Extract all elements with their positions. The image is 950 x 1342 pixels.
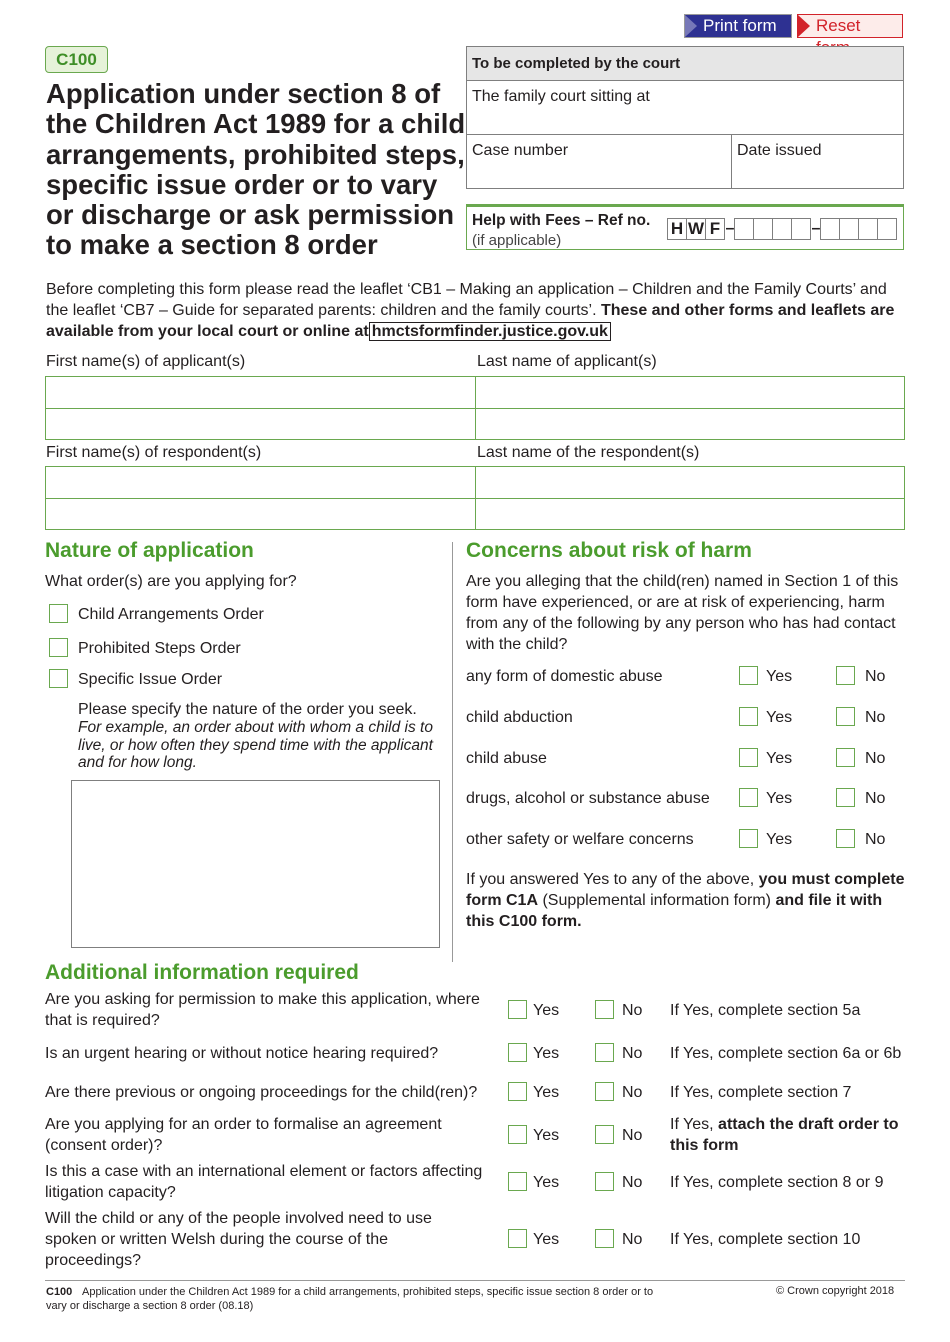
court-box-header: To be completed by the court (467, 47, 903, 81)
additional-heading: Additional information required (45, 961, 359, 984)
harm-item: child abuse (466, 750, 547, 767)
hwf-label: Help with Fees – Ref no. (472, 212, 651, 229)
hwf-digit[interactable] (791, 218, 811, 240)
specify-instruction: Please specify the nature of the order you seek. For example, an order about with whom a child is to live, or how often they spend time with the applicant and for how long. (78, 701, 433, 771)
harm-item: other safety or welfare concerns (466, 831, 694, 848)
yes-label: Yes (533, 1045, 560, 1062)
harm-item: any form of domestic abuse (466, 668, 663, 685)
forms-link[interactable]: hmctsformfinder.justice.gov.uk (369, 322, 611, 341)
additional-question: Are there previous or ongoing proceedings for the child(ren)? (45, 1084, 478, 1101)
help-with-fees-box (466, 204, 904, 250)
respondent-first-label: First name(s) of respondent(s) (46, 444, 262, 461)
permission-yes-checkbox[interactable] (508, 1000, 527, 1019)
arrow-icon (798, 15, 810, 37)
form-code-badge: C100 (45, 46, 108, 73)
nature-heading: Nature of application (45, 539, 254, 562)
international-no-checkbox[interactable] (595, 1172, 614, 1191)
hwf-cell-f: F (705, 218, 725, 240)
respondent-names-table (45, 466, 905, 530)
hwf-digit[interactable] (772, 218, 792, 240)
reset-form-button[interactable]: Reset (797, 14, 903, 38)
child-abuse-yes-checkbox[interactable] (739, 748, 758, 767)
welsh-yes-checkbox[interactable] (508, 1229, 527, 1248)
consent-order-yes-checkbox[interactable] (508, 1125, 527, 1144)
order-label: Child Arrangements Order (78, 606, 264, 623)
applicant-first-input[interactable] (46, 377, 475, 408)
hwf-digit[interactable] (858, 218, 878, 240)
applicant-last-label: Last name of applicant(s) (477, 353, 657, 370)
hwf-dash: – (811, 220, 821, 237)
additional-note: If Yes, complete section 7 (670, 1084, 852, 1101)
welsh-no-checkbox[interactable] (595, 1229, 614, 1248)
urgent-no-checkbox[interactable] (595, 1043, 614, 1062)
abduction-no-checkbox[interactable] (836, 707, 855, 726)
applicant-first-label: First name(s) of applicant(s) (46, 353, 246, 370)
hwf-digit[interactable] (839, 218, 859, 240)
no-label: No (865, 750, 886, 767)
no-label: No (622, 1231, 643, 1248)
applicant-names-table (45, 376, 905, 440)
additional-note: If Yes, attach the draft order to this form (670, 1116, 899, 1154)
no-label: No (622, 1174, 643, 1191)
harm-item: child abduction (466, 709, 573, 726)
welfare-yes-checkbox[interactable] (739, 829, 758, 848)
hwf-digit[interactable] (877, 218, 897, 240)
no-label: No (865, 668, 886, 685)
harm-note: If you answered Yes to any of the above, you must complete form C1A (Supplemental information form) and file it with this C100 form. (466, 871, 905, 930)
substance-no-checkbox[interactable] (836, 788, 855, 807)
hwf-dash: – (725, 220, 735, 237)
domestic-abuse-no-checkbox[interactable] (836, 666, 855, 685)
no-label: No (865, 709, 886, 726)
yes-label: Yes (533, 1174, 560, 1191)
domestic-abuse-yes-checkbox[interactable] (739, 666, 758, 685)
no-label: No (865, 790, 886, 807)
hwf-sub: (if applicable) (472, 232, 562, 249)
additional-question: Is this a case with an international element or factors affecting litigation capacity? (45, 1163, 483, 1201)
harm-item: drugs, alcohol or substance abuse (466, 790, 710, 807)
previous-proceedings-no-checkbox[interactable] (595, 1082, 614, 1101)
additional-note: If Yes, complete section 5a (670, 1002, 861, 1019)
nature-question: What order(s) are you applying for? (45, 573, 297, 590)
additional-note: If Yes, complete section 10 (670, 1231, 861, 1248)
hwf-cell-h: H (667, 218, 687, 240)
no-label: No (622, 1127, 643, 1144)
yes-label: Yes (766, 668, 793, 685)
print-form-button[interactable]: Print form (684, 14, 792, 38)
case-number-field: Case number (467, 135, 732, 189)
substance-yes-checkbox[interactable] (739, 788, 758, 807)
hwf-digit[interactable] (734, 218, 754, 240)
consent-order-no-checkbox[interactable] (595, 1125, 614, 1144)
hwf-cell-w: W (687, 219, 705, 238)
additional-note: If Yes, complete section 6a or 6b (670, 1045, 902, 1062)
yes-label: Yes (766, 831, 793, 848)
yes-label: Yes (766, 750, 793, 767)
intro-text: Before completing this form please read the leaflet ‘CB1 – Making an application – Children and the Family Courts’ and the leaflet ‘CB7 – Guide for separated parents: children and the family courts’. These and other forms and leaflets are available from your local court or online at hmctsformfinder.justice.gov.uk (46, 281, 895, 340)
applicant-first-input[interactable] (46, 409, 475, 439)
no-label: No (865, 831, 886, 848)
child-abuse-no-checkbox[interactable] (836, 748, 855, 767)
yes-label: Yes (533, 1002, 560, 1019)
respondent-first-input[interactable] (46, 499, 475, 529)
order-nature-textarea[interactable] (71, 780, 440, 948)
harm-question: Are you alleging that the child(ren) named in Section 1 of this form have experienced, or are at risk of experiencing, harm from any of the following by any person who has had contact with the child? (466, 573, 899, 653)
applicant-last-input[interactable] (475, 409, 905, 439)
respondent-first-input[interactable] (46, 467, 475, 498)
additional-question: Is an urgent hearing or without notice hearing required? (45, 1045, 439, 1062)
column-divider (452, 542, 453, 962)
respondent-last-label: Last name of the respondent(s) (477, 444, 700, 461)
footer-divider (45, 1280, 905, 1281)
prohibited-steps-checkbox[interactable] (49, 638, 68, 657)
footer-text: C100 Application under the Children Act 1989 for a child arrangements, prohibited steps, specific issue section 8 order or to vary or discharge a section 8 order (08.18) (46, 1286, 654, 1312)
order-label: Prohibited Steps Order (78, 640, 241, 657)
harm-heading: Concerns about risk of harm (466, 539, 752, 562)
page-title: Application under section 8 of the Children Act 1989 for a child arrangements, prohibited steps, specific issue order or to vary or discharge or ask permission to make a section 8 order (46, 78, 466, 261)
court-sitting-field: The family court sitting at (467, 81, 903, 135)
international-yes-checkbox[interactable] (508, 1172, 527, 1191)
hwf-ref-input[interactable] (668, 218, 897, 240)
yes-label: Yes (766, 790, 793, 807)
yes-label: Yes (533, 1231, 560, 1248)
respondent-last-input[interactable] (475, 499, 905, 529)
hwf-digit[interactable] (753, 218, 773, 240)
welfare-no-checkbox[interactable] (836, 829, 855, 848)
court-use-box (466, 46, 904, 189)
additional-question: Are you asking for permission to make this application, where that is required? (45, 991, 480, 1029)
no-label: No (622, 1084, 643, 1101)
specific-issue-checkbox[interactable] (49, 669, 68, 688)
additional-question: Will the child or any of the people involved need to use spoken or written Welsh during the course of the proceedings? (45, 1210, 432, 1269)
arrow-icon (685, 15, 697, 37)
previous-proceedings-yes-checkbox[interactable] (508, 1082, 527, 1101)
respondent-last-input[interactable] (475, 467, 905, 498)
abduction-yes-checkbox[interactable] (739, 707, 758, 726)
permission-no-checkbox[interactable] (595, 1000, 614, 1019)
yes-label: Yes (533, 1127, 560, 1144)
hwf-digit[interactable] (820, 218, 840, 240)
no-label: No (622, 1002, 643, 1019)
additional-question: Are you applying for an order to formalise an agreement (consent order)? (45, 1116, 442, 1154)
yes-label: Yes (533, 1084, 560, 1101)
order-label: Specific Issue Order (78, 671, 223, 688)
urgent-yes-checkbox[interactable] (508, 1043, 527, 1062)
yes-label: Yes (766, 709, 793, 726)
applicant-last-input[interactable] (475, 377, 905, 408)
copyright: © Crown copyright 2018 (776, 1285, 895, 1297)
date-issued-field: Date issued (737, 142, 822, 159)
no-label: No (622, 1045, 643, 1062)
child-arrangements-checkbox[interactable] (49, 604, 68, 623)
additional-note: If Yes, complete section 8 or 9 (670, 1174, 884, 1191)
